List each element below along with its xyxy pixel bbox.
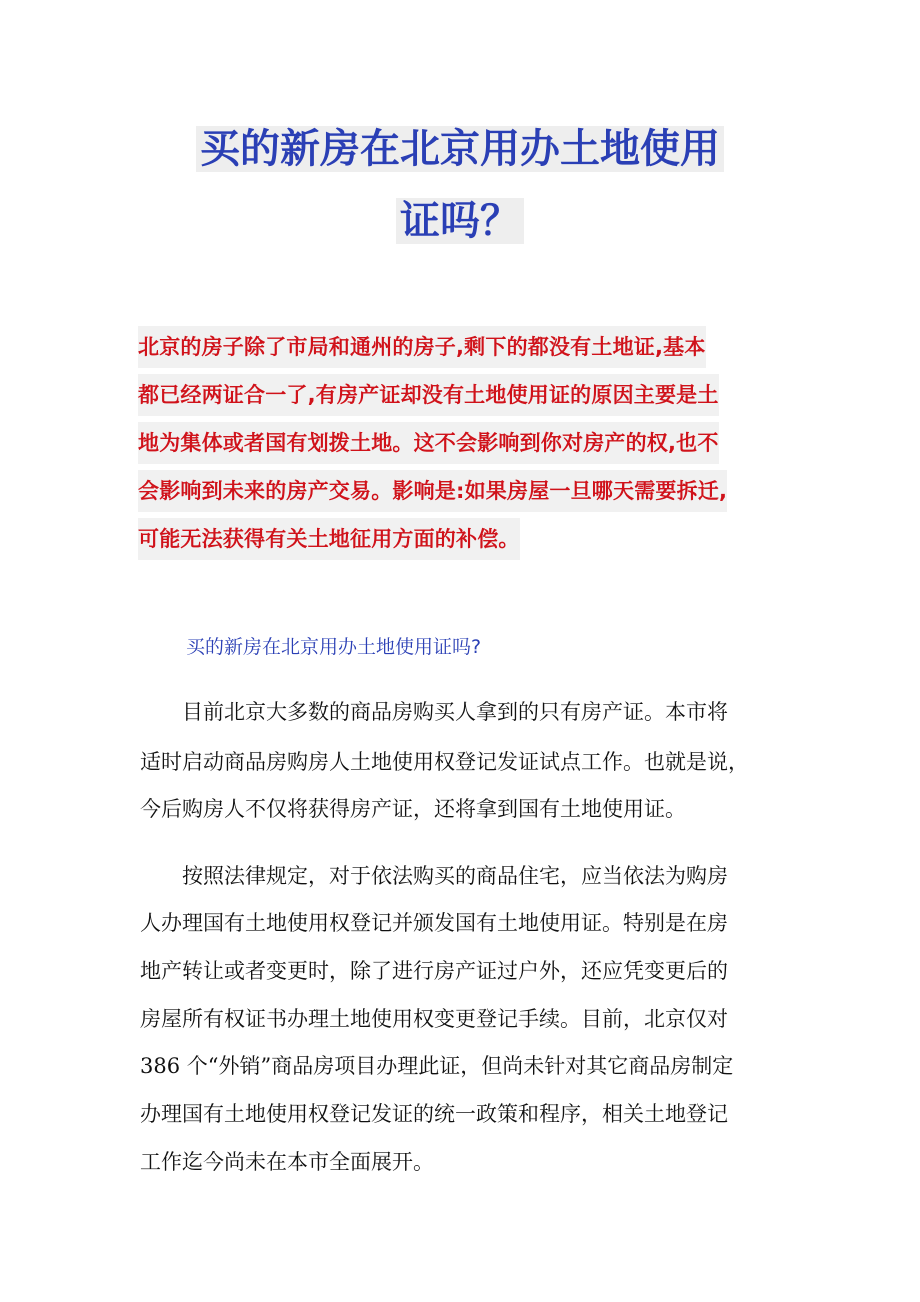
paragraph-2-line: 办理国有土地使用权登记发证的统一政策和程序，相关土地登记: [140, 1102, 728, 1126]
section-subheading: 买的新房在北京用办土地使用证吗?: [186, 636, 482, 658]
paragraph-2-line: 房屋所有权证书办理土地使用权变更登记手续。目前，北京仅对: [140, 1007, 728, 1031]
title-text-1: 买的新房在北京用办土地使用: [196, 126, 724, 172]
paragraph-1-line: 今后购房人不仅将获得房产证，还将拿到国有土地使用证。: [140, 797, 686, 821]
paragraph-2-line: 工作迄今尚未在本市全面展开。: [140, 1150, 434, 1174]
paragraph-2-line: 386 个“外销”商品房项目办理此证，但尚未针对其它商品房制定: [140, 1054, 734, 1078]
title-line-1: [0, 118, 920, 180]
title-line-2: [0, 190, 920, 252]
paragraph-1-line: 目前北京大多数的商品房购买人拿到的只有房产证。本市将: [140, 700, 728, 724]
paragraph-2-line: 按照法律规定，对于依法购买的商品住宅，应当依法为购房: [140, 864, 728, 888]
summary-line: 可能无法获得有关土地征用方面的补偿。: [138, 518, 520, 560]
summary-line: 都已经两证合一了,有房产证却没有土地使用证的原因主要是土: [138, 374, 719, 416]
paragraph-1-line: 适时启动商品房购房人土地使用权登记发证试点工作。也就是说，: [140, 750, 749, 774]
summary-line: 地为集体或者国有划拨土地。这不会影响到你对房产的权,也不: [138, 422, 719, 464]
summary-line: 北京的房子除了市局和通州的房子,剩下的都没有土地证,基本: [138, 326, 706, 368]
summary-line: 会影响到未来的房产交易。影响是:如果房屋一旦哪天需要拆迁,: [138, 470, 727, 512]
paragraph-2-line: 地产转让或者变更时，除了进行房产证过户外，还应凭变更后的: [140, 959, 728, 983]
title-text-2: 证吗？: [396, 198, 524, 244]
paragraph-2-line: 人办理国有土地使用权登记并颁发国有土地使用证。特别是在房: [140, 911, 728, 935]
